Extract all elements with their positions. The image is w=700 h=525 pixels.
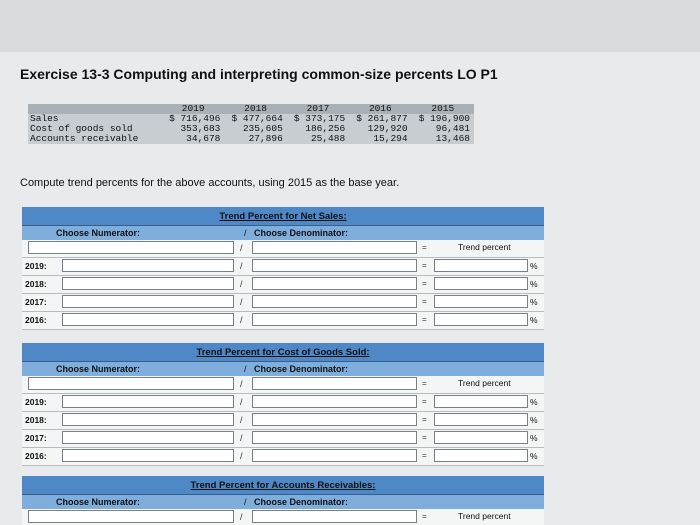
divide-symbol: / [240, 512, 243, 522]
row-label: Sales [28, 114, 162, 124]
denominator-label: Choose Denominator: [254, 228, 349, 238]
trend-block-cost-of-goods-sold [22, 343, 544, 466]
year-row [22, 412, 544, 430]
equals-symbol: = [422, 379, 427, 388]
year-header: 2016 [349, 104, 411, 114]
numerator-input[interactable] [62, 395, 234, 408]
divide-symbol: / [240, 243, 243, 253]
percent-symbol: % [530, 415, 538, 425]
equals-symbol: = [422, 433, 427, 442]
entry-row-header [22, 509, 544, 525]
numerator-input[interactable] [62, 431, 234, 444]
numerator-label: Choose Numerator: [56, 364, 141, 374]
cell: $ 716,496 [162, 114, 224, 124]
denominator-label: Choose Denominator: [254, 364, 349, 374]
entry-row-header [22, 376, 544, 394]
trend-percent-label: Trend percent [458, 242, 511, 252]
divide-symbol: / [240, 297, 243, 307]
year-header: 2015 [412, 104, 474, 114]
divide-symbol: / [240, 261, 243, 271]
numerator-input[interactable] [62, 259, 234, 272]
percent-symbol: % [530, 279, 538, 289]
denominator-input[interactable] [252, 413, 417, 426]
year-header: 2017 [287, 104, 349, 114]
equals-symbol: = [422, 297, 427, 306]
year-row [22, 448, 544, 466]
equals-symbol: = [422, 243, 427, 252]
block-header [22, 476, 544, 495]
numerator-input[interactable] [28, 241, 234, 254]
numerator-input[interactable] [28, 377, 234, 390]
cell: $ 373,175 [287, 114, 349, 124]
year-header: 2019 [162, 104, 224, 114]
block-subheader [22, 495, 544, 509]
year-row [22, 312, 544, 330]
year-label: 2019: [25, 261, 47, 271]
denominator-input[interactable] [252, 241, 417, 254]
denominator-input[interactable] [252, 313, 417, 326]
trend-percent-input[interactable] [434, 413, 528, 426]
numerator-label: Choose Numerator: [56, 497, 141, 507]
year-row [22, 430, 544, 448]
year-label: 2019: [25, 397, 47, 407]
equals-symbol: = [422, 397, 427, 406]
year-label: 2018: [25, 415, 47, 425]
trend-percent-input[interactable] [434, 277, 528, 290]
cell: 186,256 [287, 124, 349, 134]
percent-symbol: % [530, 297, 538, 307]
denominator-input[interactable] [252, 510, 417, 523]
equals-symbol: = [422, 512, 427, 521]
trend-percent-input[interactable] [434, 259, 528, 272]
divide-symbol: / [240, 279, 243, 289]
cell: $ 477,664 [224, 114, 286, 124]
equals-symbol: = [422, 451, 427, 460]
denominator-input[interactable] [252, 395, 417, 408]
cell: 129,920 [349, 124, 411, 134]
numerator-input[interactable] [62, 413, 234, 426]
entry-row-header [22, 240, 544, 258]
denominator-input[interactable] [252, 377, 417, 390]
trend-percent-input[interactable] [434, 395, 528, 408]
denominator-label: Choose Denominator: [254, 497, 349, 507]
numerator-input[interactable] [62, 295, 234, 308]
cell: $ 261,877 [349, 114, 411, 124]
divide-symbol: / [244, 228, 247, 238]
cell: 25,488 [287, 134, 349, 144]
trend-percent-label: Trend percent [458, 511, 511, 521]
year-row [22, 258, 544, 276]
divide-symbol: / [240, 397, 243, 407]
equals-symbol: = [422, 279, 427, 288]
denominator-input[interactable] [252, 449, 417, 462]
block-header [22, 207, 544, 226]
year-label: 2016: [25, 315, 47, 325]
year-label: 2018: [25, 279, 47, 289]
page-title: Exercise 13-3 Computing and interpreting common-size percents LO P1 [20, 66, 498, 82]
instruction-text: Compute trend percents for the above accounts, using 2015 as the base year. [20, 177, 400, 189]
cell: 27,896 [224, 134, 286, 144]
divide-symbol: / [240, 433, 243, 443]
data-table [28, 104, 474, 144]
equals-symbol: = [422, 315, 427, 324]
divide-symbol: / [244, 497, 247, 507]
block-subheader [22, 362, 544, 376]
row-label: Accounts receivable [28, 134, 162, 144]
divide-symbol: / [240, 315, 243, 325]
cell: 15,294 [349, 134, 411, 144]
block-title: Trend Percent for Cost of Goods Sold: [196, 347, 370, 358]
year-label: 2017: [25, 297, 47, 307]
year-row [22, 294, 544, 312]
trend-percent-input[interactable] [434, 295, 528, 308]
trend-percent-input[interactable] [434, 431, 528, 444]
year-label: 2016: [25, 451, 47, 461]
trend-percent-input[interactable] [434, 449, 528, 462]
cell: 353,683 [162, 124, 224, 134]
numerator-input[interactable] [62, 313, 234, 326]
year-label: 2017: [25, 433, 47, 443]
percent-symbol: % [530, 397, 538, 407]
row-label: Cost of goods sold [28, 124, 162, 134]
equals-symbol: = [422, 415, 427, 424]
cell: $ 196,900 [412, 114, 474, 124]
trend-percent-label: Trend percent [458, 378, 511, 388]
denominator-input[interactable] [252, 277, 417, 290]
percent-symbol: % [530, 451, 538, 461]
denominator-input[interactable] [252, 295, 417, 308]
divide-symbol: / [240, 415, 243, 425]
percent-symbol: % [530, 433, 538, 443]
percent-symbol: % [530, 315, 538, 325]
data-table-row [28, 134, 474, 144]
cell: 96,481 [412, 124, 474, 134]
numerator-input[interactable] [28, 510, 234, 523]
block-subheader [22, 226, 544, 240]
block-title: Trend Percent for Net Sales: [219, 211, 347, 222]
divide-symbol: / [244, 364, 247, 374]
trend-percent-input[interactable] [434, 313, 528, 326]
numerator-input[interactable] [62, 277, 234, 290]
cell: 13,468 [412, 134, 474, 144]
denominator-input[interactable] [252, 259, 417, 272]
divide-symbol: / [240, 451, 243, 461]
top-band [0, 0, 700, 52]
equals-symbol: = [422, 261, 427, 270]
cell: 235,605 [224, 124, 286, 134]
year-row [22, 276, 544, 294]
trend-block-net-sales [22, 207, 544, 330]
block-title: Trend Percent for Accounts Receivables: [190, 480, 376, 491]
divide-symbol: / [240, 379, 243, 389]
year-header: 2018 [224, 104, 286, 114]
numerator-label: Choose Numerator: [56, 228, 141, 238]
block-header [22, 343, 544, 362]
percent-symbol: % [530, 261, 538, 271]
numerator-input[interactable] [62, 449, 234, 462]
year-row [22, 394, 544, 412]
denominator-input[interactable] [252, 431, 417, 444]
cell: 34,678 [162, 134, 224, 144]
trend-block-accounts-receivables [22, 476, 544, 525]
